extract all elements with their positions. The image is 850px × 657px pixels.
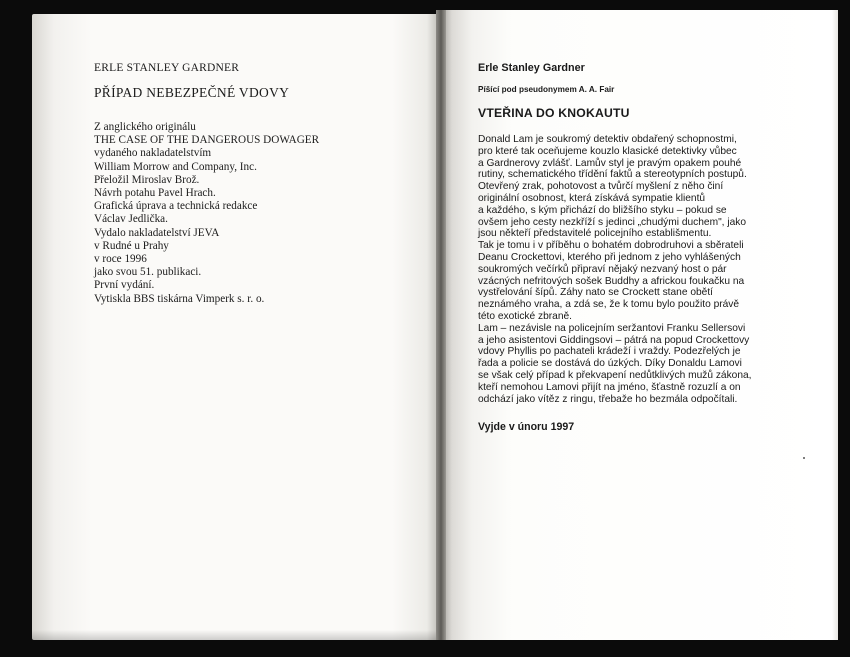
blurb-line: Lam – nezávisle na policejním seržantovi Franku Sellersovi	[478, 322, 746, 334]
blurb-line: Donald Lam je soukromý detektiv obdařený schopnostmi,	[478, 134, 737, 145]
credit-line: jako svou 51. publikaci.	[94, 266, 202, 279]
imprint-credits	[94, 121, 414, 306]
book-gutter	[436, 10, 446, 640]
blurb-line: ovšem jeho cesty nezkříží s jedinci „chudými duchem", jako	[478, 216, 747, 228]
credit-line: Návrh potahu Pavel Hrach.	[94, 187, 216, 200]
blurb-line: pro které tak oceňujeme kouzlo klasické detektivky vůbec	[478, 145, 737, 157]
credit-line: Z anglického originálu	[94, 121, 196, 133]
right-author: Erle Stanley Gardner	[478, 62, 585, 74]
right-page-text	[478, 62, 788, 433]
blurb-line: a každého, s kým přichází do bližšího styku – pokud se	[478, 204, 727, 216]
credit-line: Grafická úprava a technická redakce	[94, 200, 258, 213]
blurb-line: vdovy Phyllis po pachateli krádeží i vraždy. Podezřelých je	[478, 346, 741, 358]
blurb-line: a Gardnerovy zvlášť. Lamův styl je pravým opakem pouhé	[478, 157, 742, 169]
blurb-line: vzácných nefritových sošek Buddhy a africkou foukačku na	[478, 275, 745, 287]
credit-line: První vydání.	[94, 279, 155, 292]
left-book-title: PŘÍPAD NEBEZPEČNÉ VDOVY	[94, 85, 290, 100]
credit-line: vydaného nakladatelstvím	[94, 147, 212, 160]
blurb-line: Deanu Crockettovi, kterého při jednom z jeho vyhlášených	[478, 251, 741, 263]
credit-line: v roce 1996	[94, 253, 147, 266]
credit-line: Přeložil Miroslav Brož.	[94, 173, 200, 186]
blurb-line: rutiny, schematického třídění faktů a stereotypních postupů.	[478, 169, 747, 181]
credit-line: v Rudné u Prahy	[94, 239, 169, 252]
blurb-line: jsou někteří představitelé policejního establišmentu.	[478, 228, 712, 240]
blurb-line: této exotické zbraně.	[478, 310, 573, 322]
page-edge	[832, 10, 838, 640]
credit-line: THE CASE OF THE DANGEROUS DOWAGER	[94, 134, 320, 147]
credit-line: Václav Jedlička.	[94, 213, 168, 226]
announced-book-title: VTEŘINA DO KNOKAUTU	[478, 106, 630, 120]
blurb-line: originální osobnost, která získává sympatie klientů	[478, 192, 706, 204]
left-author: ERLE STANLEY GARDNER	[94, 62, 240, 74]
blurb-line: se však celý případ k překvapení nedůtklivých mužů zákona,	[478, 369, 752, 381]
pseudonym-line: Píšící pod pseudonymem A. A. Fair	[478, 85, 615, 94]
credit-line: Vytiskla BBS tiskárna Vimperk s. r. o.	[94, 292, 265, 305]
blurb-line: Otevřený zrak, pohotovost a tvůrčí myšlení z něho činí	[478, 181, 724, 193]
paper-speck	[803, 457, 805, 459]
blurb-line: vystřelování šípů. Záhy nato se Crockett stane obětí	[478, 287, 713, 299]
page-shadow	[32, 630, 440, 640]
release-note: Vyjde v únoru 1997	[478, 421, 575, 434]
blurb-line: kteří nemohou Lamovi přijít na jméno, šťastně rozuzlí a on	[478, 381, 741, 393]
credit-line: William Morrow and Company, Inc.	[94, 160, 257, 173]
blurb-line: Tak je tomu i v příběhu o bohatém dobrodruhovi a sběrateli	[478, 240, 744, 252]
blurb-line: soukromých večírků připraví nějaký nezvaný host o pár	[478, 263, 727, 275]
credit-line: Vydalo nakladatelství JEVA	[94, 226, 220, 239]
blurb-body	[478, 134, 788, 405]
left-page-text	[94, 62, 414, 306]
blurb-line: odchází jako vítěz z ringu, třebaže ho bezmála odpočítali.	[478, 393, 738, 405]
blurb-line: řada a policie se dostává do úzkých. Díky Donaldu Lamovi	[478, 358, 742, 370]
blurb-line: a jeho asistentovi Giddingsovi – pátrá na popud Crockettovy	[478, 334, 750, 346]
blurb-line: neznámého vraha, a zdá se, že k tomu bylo použito právě	[478, 299, 740, 311]
